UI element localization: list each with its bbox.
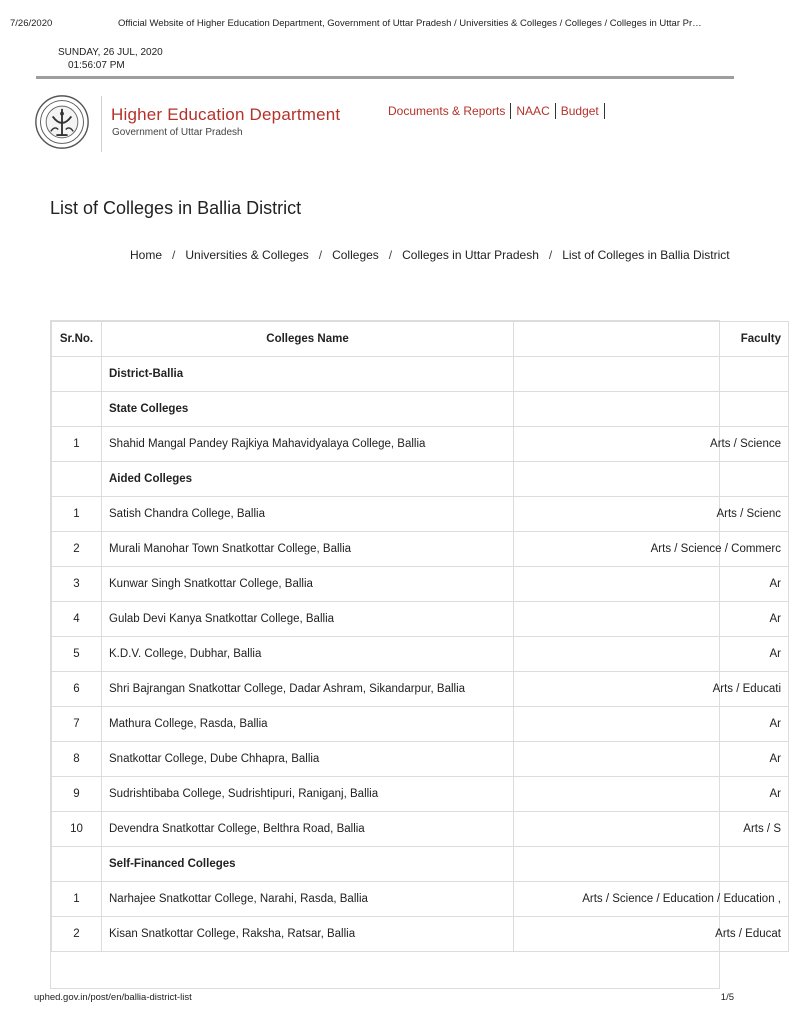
header-divider [36,76,734,79]
cell-faculty: Arts / Science [514,427,789,462]
cell-sr-no: 8 [52,742,102,777]
print-date: 7/26/2020 [10,18,53,29]
cell-sr-no: 9 [52,777,102,812]
top-links [388,103,605,119]
cell-sr-no: 1 [52,882,102,917]
print-page-number: 1/5 [720,992,734,1003]
cell-college-name: Kunwar Singh Snatkottar College, Ballia [102,567,514,602]
cell-faculty: Ar [514,707,789,742]
table-group-row [52,392,789,427]
table-row [52,812,789,847]
table-row [52,882,789,917]
current-date: SUNDAY, 26 JUL, 2020 [58,47,163,58]
cell-sr-no: 10 [52,812,102,847]
cell-sr-no: 1 [52,427,102,462]
print-url: uphed.gov.in/post/en/ballia-district-list [34,992,192,1003]
cell-sr-no: 2 [52,532,102,567]
breadcrumb-separator: / [172,248,176,262]
colleges-table-container[interactable] [50,320,781,989]
cell-faculty: Ar [514,742,789,777]
cell-faculty: Arts / Science / Education / Education , [514,882,789,917]
documents-reports-link[interactable]: Documents & Reports [388,103,511,119]
header-faculty: Faculty [514,322,789,357]
department-subtitle: Government of Uttar Pradesh [112,127,243,138]
cell-college-name: Snatkottar College, Dube Chhapra, Ballia [102,742,514,777]
table-row [52,427,789,462]
cell-faculty: Arts / Scienc [514,497,789,532]
breadcrumb-colleges[interactable]: Colleges [332,248,379,262]
breadcrumb-separator: / [548,248,553,262]
cell-faculty: Arts / Educat [514,917,789,952]
cell-college-name: District-Ballia [102,357,514,392]
table-row [52,777,789,812]
print-title: Official Website of Higher Education Department, Government of Uttar Pradesh / Universities & Colleges / Colleges / Colleges in Uttar Pr… [118,18,702,29]
cell-college-name: Mathura College, Rasda, Ballia [102,707,514,742]
print-header [0,0,768,38]
cell-college-name: K.D.V. College, Dubhar, Ballia [102,637,514,672]
cell-faculty [514,847,789,882]
table-row [52,497,789,532]
table-row [52,707,789,742]
table-row [52,742,789,777]
cell-faculty: Arts / S [514,812,789,847]
cell-faculty: Ar [514,637,789,672]
department-name[interactable]: Higher Education Department [111,105,341,124]
cell-sr-no: 1 [52,497,102,532]
breadcrumb-universities-colleges[interactable]: Universities & Colleges [185,248,309,262]
table-group-row [52,357,789,392]
cell-sr-no [52,462,102,497]
cell-faculty [514,357,789,392]
cell-college-name: Sudrishtibaba College, Sudrishtipuri, Raniganj, Ballia [102,777,514,812]
cell-faculty: Arts / Educati [514,672,789,707]
cell-sr-no: 5 [52,637,102,672]
colleges-table [51,321,789,952]
cell-sr-no: 6 [52,672,102,707]
table-row [52,532,789,567]
cell-faculty: Ar [514,567,789,602]
breadcrumb-current: List of Colleges in Ballia District [562,248,730,262]
naac-link[interactable]: NAAC [511,103,555,119]
cell-faculty: Ar [514,777,789,812]
header-college-name: Colleges Name [102,322,514,357]
cell-college-name: Aided Colleges [102,462,514,497]
logo-divider [101,96,102,152]
breadcrumb-separator: / [318,248,323,262]
table-group-row [52,847,789,882]
cell-faculty [514,392,789,427]
cell-college-name: Kisan Snatkottar College, Raksha, Ratsar, Ballia [102,917,514,952]
cell-college-name: Murali Manohar Town Snatkottar College, Ballia [102,532,514,567]
cell-sr-no: 7 [52,707,102,742]
cell-college-name: Devendra Snatkottar College, Belthra Road, Ballia [102,812,514,847]
current-time: 01:56:07 PM [68,60,125,71]
table-row [52,602,789,637]
header-sr-no: Sr.No. [52,322,102,357]
cell-college-name: Self-Financed Colleges [102,847,514,882]
breadcrumb-separator: / [388,248,393,262]
cell-faculty: Ar [514,602,789,637]
up-emblem-icon [34,94,90,150]
cell-sr-no: 2 [52,917,102,952]
cell-college-name: State Colleges [102,392,514,427]
breadcrumb [130,248,730,262]
cell-college-name: Narhajee Snatkottar College, Narahi, Rasda, Ballia [102,882,514,917]
cell-college-name: Satish Chandra College, Ballia [102,497,514,532]
site-logo[interactable] [34,94,98,158]
page-title: List of Colleges in Ballia District [50,198,302,218]
cell-sr-no [52,392,102,427]
breadcrumb-colleges-up[interactable]: Colleges in Uttar Pradesh [402,248,539,262]
cell-faculty [514,462,789,497]
table-row [52,567,789,602]
cell-college-name: Shahid Mangal Pandey Rajkiya Mahavidyalaya College, Ballia [102,427,514,462]
table-row [52,637,789,672]
cell-faculty: Arts / Science / Commerc [514,532,789,567]
budget-link[interactable]: Budget [556,103,605,119]
cell-sr-no: 3 [52,567,102,602]
cell-college-name: Shri Bajrangan Snatkottar College, Dadar Ashram, Sikandarpur, Ballia [102,672,514,707]
cell-sr-no: 4 [52,602,102,637]
cell-college-name: Gulab Devi Kanya Snatkottar College, Ballia [102,602,514,637]
table-header-row [52,322,789,357]
table-row [52,672,789,707]
current-datetime [58,46,163,72]
cell-sr-no [52,847,102,882]
breadcrumb-home[interactable]: Home [130,248,163,262]
cell-sr-no [52,357,102,392]
table-row [52,917,789,952]
table-group-row [52,462,789,497]
